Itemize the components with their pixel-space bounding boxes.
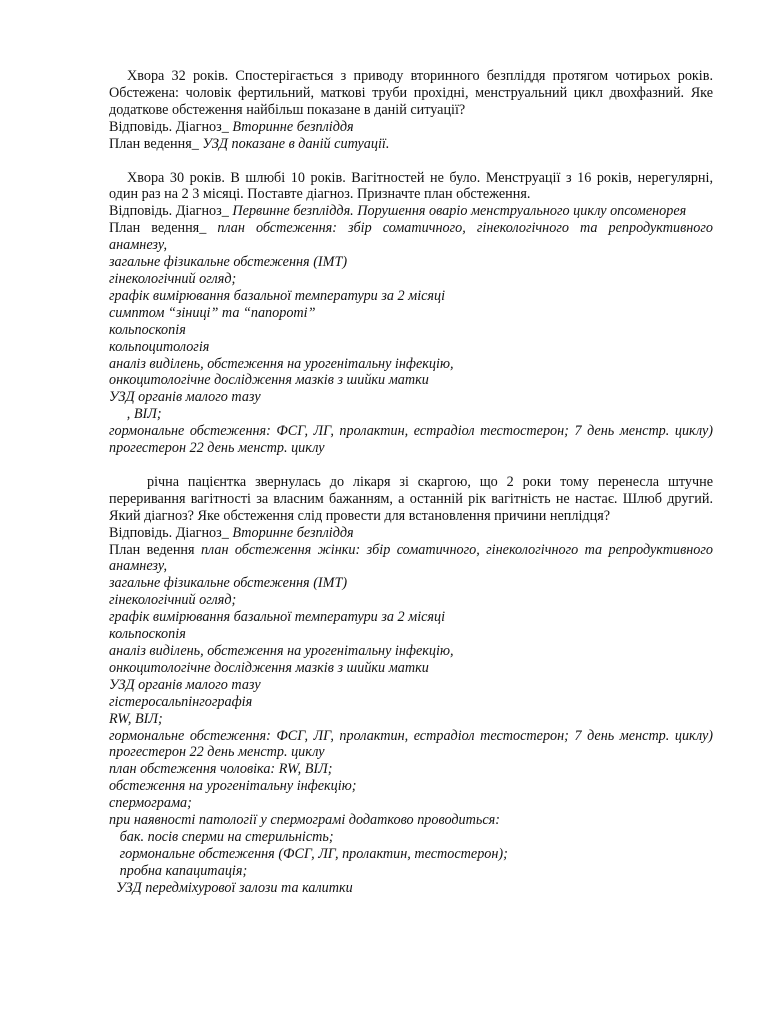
case3-plan-line: гінекологічний огляд; [109, 592, 237, 609]
case2-plan-line: аналіз виділень, обстеження на урогенітальну інфекцію, [109, 355, 454, 372]
case1-plan-label: План ведення_ [109, 135, 203, 152]
case2-answer-label: Відповідь. Діагноз_ [109, 203, 233, 220]
case3-diagnosis: Вторинне безпліддя [232, 524, 354, 541]
case2-plan-line: УЗД органів малого тазу [109, 389, 261, 406]
case3-plan-line: УЗД органів малого тазу [109, 676, 261, 693]
case1-answer-label: Відповідь. Діагноз_ [109, 118, 233, 135]
case1-diagnosis: Вторинне безпліддя [232, 118, 354, 135]
case1-text: Хвора 32 років. Спостерігається з приводу вторинного безпліддя протягом чотирьох років. Обстежена: чоловік фертильний, маткові труби прохідні, менструальний цикл двохфазний. Яке додаткове обстеження найбільш показане в даній ситуації? [109, 68, 713, 118]
case2-plan-line: план обстеження: збір соматичного, гінекологічного та репродуктивного анамнезу, [109, 220, 713, 254]
case2-plan-line: онкоцитологічне дослідження мазків з шийки матки [109, 372, 429, 389]
case3-plan-label: План ведення [109, 541, 201, 558]
case3-plan-line: кольпоскопія [109, 626, 186, 643]
case2-plan-list [109, 254, 713, 423]
case3-plan-line: пробна капацитація; [109, 862, 248, 879]
case2-plan-line: кольпоцитологія [109, 338, 210, 355]
case3-plan-line: УЗД передміхурової залози та калитки [109, 879, 353, 896]
case3-plan-first [109, 542, 713, 576]
case2-plan-label: План ведення_ [109, 220, 218, 237]
case3-plan-line: при наявності патології у спермограмі додатково проводиться: [109, 812, 500, 829]
case3-plan-line: гістеросальпінгографія [109, 693, 253, 710]
case3-plan-list-b [109, 761, 713, 896]
case1-plan [109, 136, 713, 153]
case3-text: річна пацієнтка звернулась до лікаря зі скаргою, що 2 роки тому перенесла штучне переривання вагітності за власним бажанням, а останній рік вагітність не настає. Шлюб другий. Який діагноз? Яке обстеження слід провести для встановлення причини неплідця? [109, 473, 713, 524]
case2-plan-line: кольпоскопія [109, 321, 186, 338]
case3-answer-label: Відповідь. Діагноз_ [109, 524, 233, 541]
case3-plan-line: спермограма; [109, 795, 192, 812]
case2-diagnosis: Первинне безпліддя. Порушення оваріо менструального циклу опсоменорея [232, 203, 687, 220]
case3-plan-list-a [109, 575, 713, 727]
case3-plan-line: загальне фізикальне обстеження (ІМТ) [109, 575, 348, 592]
case2-hormonal: гормональне обстеження: ФСГ, ЛГ, пролактин, естрадіол тестостерон; 7 день менстр. циклу) прогестерон 22 день менстр. циклу [109, 423, 713, 457]
case1-answer [109, 119, 713, 136]
case3-answer [109, 525, 713, 542]
case2-text: Хвора 30 років. В шлюбі 10 років. Вагітностей не було. Менструації з 16 років, нерегулярні, один раз на 2 3 місяці. Поставте діагноз. Призначте план обстеження. [109, 169, 713, 203]
case2-plan-first [109, 220, 713, 254]
case3-plan-line: план обстеження жінки: збір соматичного, гінекологічного та репродуктивного анамнезу, [109, 541, 714, 575]
case3-plan-line: гормональне обстеження (ФСГ, ЛГ, пролактин, тестостерон); [109, 845, 508, 862]
case3-hormonal: гормональне обстеження: ФСГ, ЛГ, пролактин, естрадіол тестостерон; 7 день менстр. циклу) прогестерон 22 день менстр. циклу [109, 727, 713, 761]
case3-plan-line: бак. посів сперми на стерильність; [109, 828, 334, 845]
case2-plan-line: графік вимірювання базальної температури за 2 місяці [109, 287, 446, 304]
case2-plan-line: загальне фізикальне обстеження (ІМТ) [109, 254, 348, 271]
case3-plan-line: план обстеження чоловіка: RW, ВІЛ; [109, 761, 333, 778]
case2-plan-line: гінекологічний огляд; [109, 270, 237, 287]
case2-plan-line: , ВІЛ; [109, 406, 162, 423]
case3-plan-line: RW, ВІЛ; [109, 710, 163, 727]
case3-plan-line: графік вимірювання базальної температури за 2 місяці [109, 609, 446, 626]
case3-plan-line: аналіз виділень, обстеження на урогенітальну інфекцію, [109, 643, 454, 659]
case3-plan-line: онкоцитологічне дослідження мазків з шийки матки [109, 659, 429, 676]
case2-answer [109, 203, 713, 220]
case1-plan-text: УЗД показане в даній ситуації. [202, 135, 390, 152]
case3-plan-line: обстеження на урогенітальну інфекцію; [109, 778, 357, 795]
case2-plan-line: симптом “зіниці” та “папороті” [109, 304, 316, 321]
document-page [109, 68, 713, 897]
